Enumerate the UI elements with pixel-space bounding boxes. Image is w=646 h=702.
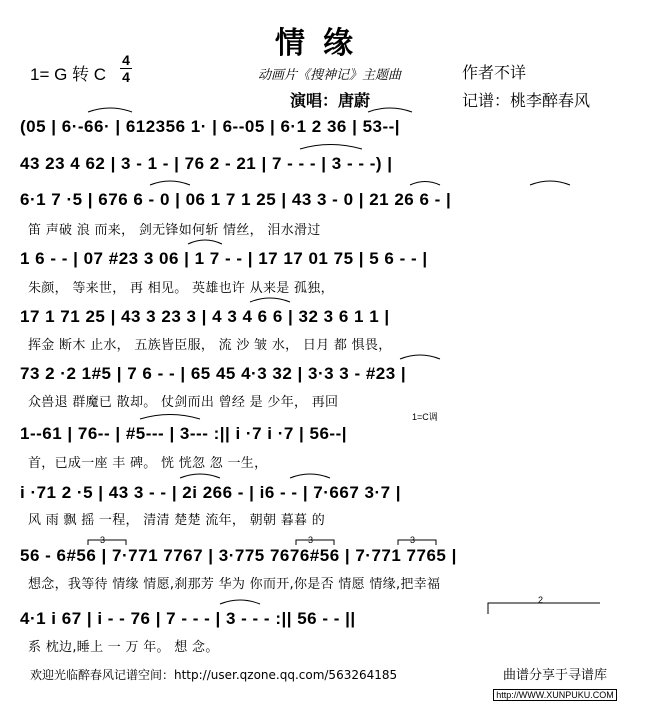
lyrics-row-8: 风 雨 飘 摇 一程， 清清 楚楚 流年， 朝朝 暮暮 的	[28, 513, 326, 528]
triplet-bracket-1	[88, 540, 126, 545]
triplet-bracket-2	[296, 540, 334, 545]
volta-number: 2	[538, 595, 544, 605]
lyrics-row-7: 首，已成一座 丰 碑。 恍 恍忽 忽 一生，	[28, 456, 268, 471]
singer: 演唱：唐蔚	[290, 91, 371, 110]
slur-row10-a	[220, 600, 260, 604]
footer-visit-text: 欢迎光临醉春风记谱空间：http://user.qzone.qq.com/563264185	[30, 668, 398, 682]
page-title: 情缘	[275, 26, 371, 61]
notation-row-1: (05 | 6·-66· | 612356 1· | 6--05 | 6·1 2 36 | 53--|	[20, 117, 401, 136]
lyrics-row-3: 笛 声破 浪 而来， 剑无锋如何斩 情丝， 泪水滑过	[28, 223, 321, 238]
notation-row-3: 6·1 7 ·5 | 676 6 - 0 | 06 1 7 1 25 | 43 3 - 0 | 21 26 6 - |	[20, 190, 452, 209]
slur-row4-a	[188, 240, 222, 244]
notation-row-7: 1--61 | 76-- | #5--- | 3--- :|| i ·7 i ·7 | 56--|	[20, 424, 348, 443]
lyrics-row-6: 众兽退 群魔已 散却。 仗剑而出 曾经 是 少年， 再回	[28, 395, 339, 410]
slur-row3-b	[410, 182, 440, 186]
slur-row8-a	[180, 474, 220, 478]
notation-row-4: 1 6 - - | 07 #23 3 06 | 1 7 - - | 17 17 01 75 | 5 6 - - |	[20, 249, 428, 268]
slur-row8-b	[290, 474, 330, 478]
key-change-annotation: 1=C调	[412, 412, 438, 422]
slur-row3-c	[530, 181, 570, 185]
notation-row-8: i ·71 2 ·5 | 43 3 - - | 2i 266 - | i6 - - | 7·667 3·7 |	[20, 483, 402, 502]
subtitle: 动画片《搜神记》主题曲	[258, 68, 402, 83]
slur-row6-a	[400, 355, 440, 359]
notation-row-10: 4·1 i 67 | i - - 76 | 7 - - - | 3 - - - :|| 56 - - ||	[20, 609, 356, 628]
lyrics-row-4: 朱颜， 等来世， 再 相见。 英雄也许 从来是 孤独，	[28, 281, 334, 296]
slur-row1-b	[368, 108, 412, 112]
volta-bracket	[488, 603, 600, 614]
notation-row-5: 17 1 71 25 | 43 3 23 3 | 4 3 4 6 6 | 32 3 6 1 1 |	[20, 307, 390, 326]
triplet-mark-2: 3	[308, 535, 314, 545]
lyrics-row-10: 系 枕边,睡上 一 万 年。 想 念。	[28, 640, 219, 655]
key-signature: 1= G 转 C	[30, 65, 107, 84]
slur-row5-a	[250, 298, 290, 302]
notation-row-9: 56 - 6#56 | 7·771 7767 | 3·775 7676#56 | 7·771 7765 |	[20, 546, 457, 565]
notator: 记谱：桃李醉春风	[462, 91, 591, 110]
share-text: 曲谱分享于寻谱库	[502, 668, 607, 683]
triplet-mark-3: 3	[410, 535, 416, 545]
lyrics-row-9: 想念，我等待 情缘 情愿,刹那芳 华为 你而开,你是否 情愿 情缘,把幸福	[28, 577, 441, 592]
notation-row-6: 73 2 ·2 1#5 | 7 6 - - | 65 45 4·3 32 | 3·3 3 - #23 |	[20, 364, 407, 383]
slur-row7-a	[140, 415, 200, 420]
slur-row1-a	[88, 108, 132, 112]
composer: 作者不详	[462, 63, 527, 82]
time-signature-top: 4	[122, 52, 130, 68]
notation-row-2: 43 23 4 62 | 3 - 1 - | 76 2 - 21 | 7 - - - | 3 - - -) |	[20, 154, 393, 173]
time-signature-bottom: 4	[122, 69, 130, 85]
slur-row2-a	[300, 145, 362, 150]
triplet-mark-1: 3	[100, 535, 106, 545]
slur-row3-a	[150, 181, 190, 185]
share-url: http://WWW.XUNPUKU.COM	[493, 689, 617, 701]
triplet-bracket-3	[398, 540, 436, 545]
lyrics-row-5: 挥金 断木 止水， 五族皆臣服， 流 沙 皱 水， 日月 都 惧畏，	[28, 338, 392, 353]
